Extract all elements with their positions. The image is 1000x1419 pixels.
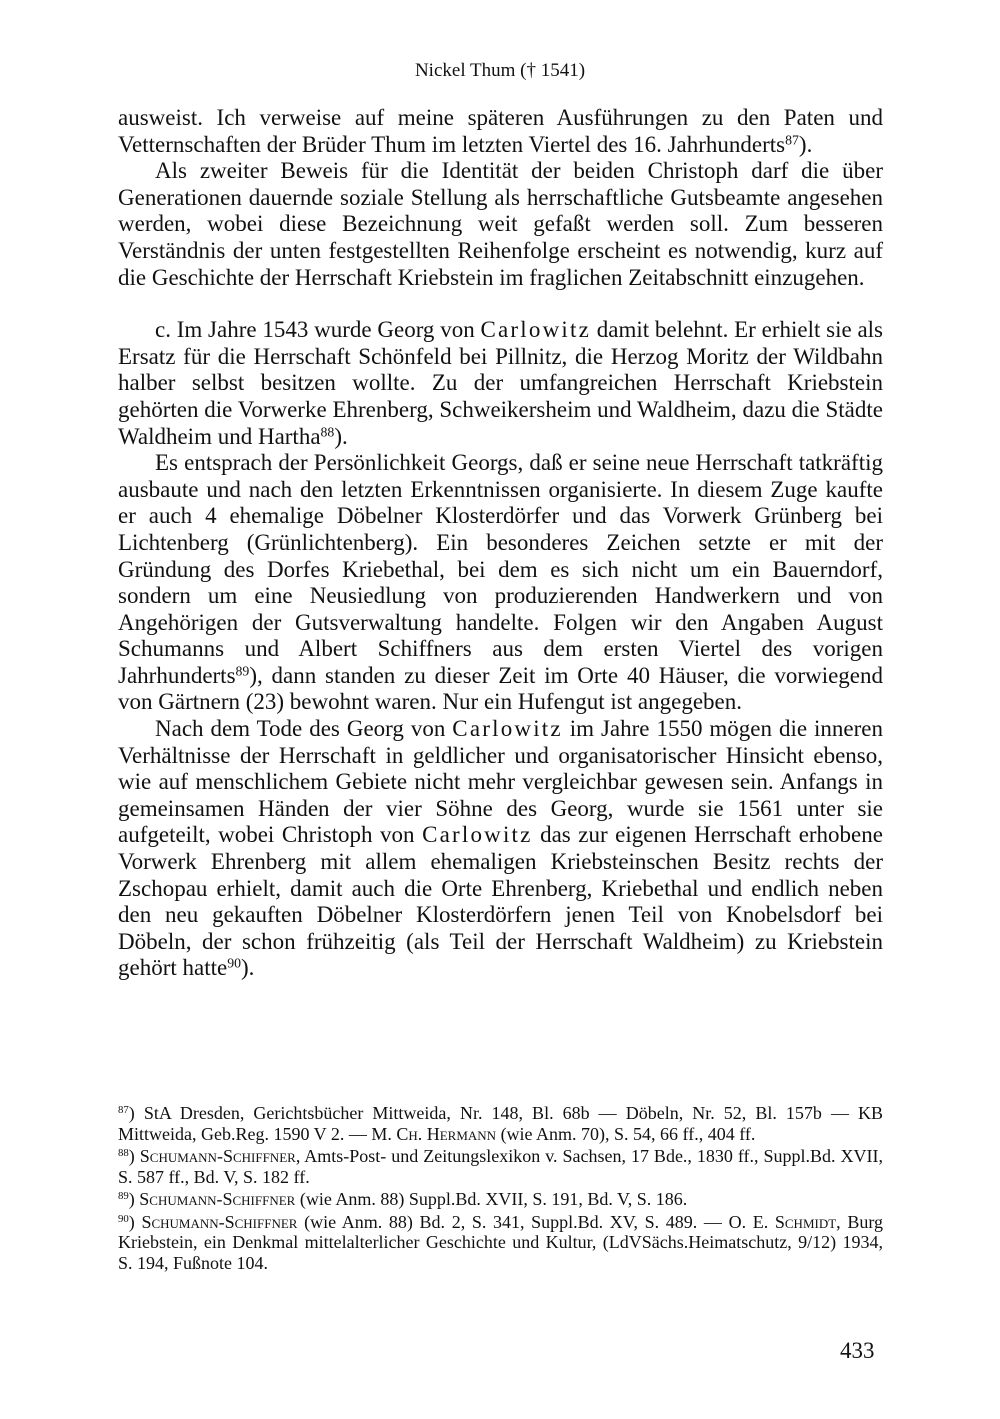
paragraph-5-text-b: im Jahre 1550 mögen die inneren Verhältnisse der Herrschaft in geldlicher und organisatorischer Hinsicht ebenso, wie auf menschlichem Gebiete nicht mehr vergleichbar gewesen sein. Anfangs in gemeinsamen Händen der vier Söhne des Georg, wurde sie 1561 unter sie aufgeteilt, wobei Christoph von — [118, 716, 883, 848]
paragraph-3 — [118, 317, 883, 450]
spaced-name: Carlowitz — [452, 716, 563, 742]
page-number: 433 — [840, 1338, 875, 1363]
footnote-90 — [118, 1212, 883, 1274]
footnote-text: ) — [128, 1189, 140, 1209]
paragraph-1-text: ausweist. Ich verweise auf meine späteren Ausführungen zu den Paten und Vetternschaften der Brüder Thum im letzten Viertel des 16. Jahrhunderts — [118, 105, 883, 157]
running-head: Nickel Thum († 1541) — [414, 60, 586, 81]
footnote-author: Schmidt — [774, 1211, 837, 1232]
spaced-name: Carlowitz — [422, 822, 533, 848]
footnote-ref-90: 90 — [227, 955, 242, 971]
main-text — [118, 105, 883, 982]
footnotes — [118, 1103, 883, 1275]
footnote-text: (wie Anm. 70), S. 54, 66 ff., 404 ff. — [496, 1123, 756, 1144]
paragraph-3-text-a: c. Im Jahre 1543 wurde Georg von — [155, 317, 481, 343]
footnote-number: 89 — [118, 1190, 129, 1203]
footnote-author: Ch. Hermann — [396, 1123, 497, 1144]
footnote-ref-87: 87 — [785, 132, 799, 148]
paragraph-4-text-b: ), dann standen zu dieser Zeit im Orte 40 Häuser, die vorwiegend von Gärtnern (23) bewohnt waren. Nur ein Hufengut ist angegeben. — [118, 662, 883, 715]
paragraph-2: Als zweiter Beweis für die Identität der beiden Christoph darf die über Generationen dauernde soziale Stellung als herrschaftliche Gutsbeamte angesehen werden, wobei diese Bezeichnung weit gefaßt werden soll. Zum besseren Verständnis der unten festgestellten Reihenfolge erscheint es notwendig, kurz auf die Geschichte der Herrschaft Kriebstein im fraglichen Zeitabschnitt einzugehen. — [118, 158, 883, 290]
footnote-text: (wie Anm. 88) Suppl.Bd. XVII, S. 191, Bd. V, S. 186. — [295, 1189, 688, 1209]
paragraph-5 — [118, 716, 883, 982]
paragraph-3-text-b: damit belehnt. Er erhielt sie als Ersatz für die Herrschaft Schönfeld bei Pillnitz, die Herzog Moritz der Wildbahn halber selbst besitzen wollte. Zu der umfangreichen Herrschaft Kriebstein gehörten die Vorwerke Ehrenberg, Schweikersheim und Waldheim, dazu die Städte Waldheim und Hartha — [118, 317, 883, 449]
paragraph-5-text-a: Nach dem Tode des Georg von — [155, 716, 453, 742]
footnote-number: 90 — [118, 1212, 129, 1225]
footnote-ref-88: 88 — [320, 423, 335, 439]
footnote-author: Schumann-Schiffner — [139, 1189, 296, 1209]
footnote-text: ) — [128, 1211, 142, 1232]
footnote-text: (wie Anm. 88) Bd. 2, S. 341, Suppl.Bd. XV, S. 489. — O. E. — [297, 1211, 775, 1232]
footnote-89 — [118, 1189, 883, 1210]
footnote-87 — [118, 1103, 883, 1144]
spaced-name: Carlowitz — [480, 317, 591, 343]
footnote-author: Schumann-Schiffner — [141, 1211, 298, 1232]
paragraph-5-tail: ). — [241, 955, 255, 981]
footnote-text: ) — [128, 1146, 140, 1166]
paragraph-1-tail: ). — [798, 131, 813, 157]
footnote-88 — [118, 1146, 883, 1187]
paragraph-3-tail: ). — [334, 423, 348, 449]
paragraph-5-text-c: das zur eigenen Herrschaft erhobene Vorwerk Ehrenberg mit allem ehemaligen Kriebsteinschen Besitz rechts der Zschopau erhielt, damit auch die Orte Ehrenberg, Kriebethal und endlich neben den neu gekauften Döbelner Klosterdörfern jenen Teil von Knobelsdorf bei Döbeln, der schon frühzeitig (als Teil der Herrschaft Waldheim) zu Kriebstein gehört hatte — [118, 822, 883, 981]
paragraph-4 — [118, 450, 883, 716]
paragraph-4-text-a: Es entsprach der Persönlichkeit Georgs, daß er seine neue Herrschaft tatkräftig ausbaute und nach den letzten Erkenntnissen organisierte. In diesem Zuge kaufte er auch 4 ehemalige Döbelner Klosterdörfer und das Vorwerk Grünberg bei Lichtenberg (Grünlichtenberg). Ein besonderes Zeichen setzte er mit der Gründung des Dorfes Kriebethal, bei dem es sich nicht um ein Bauerndorf, sondern um eine Neusiedlung von produzierenden Handwerkern und von Angehörigen der Gutsverwaltung handelte. Folgen wir den Angaben August Schumanns und Albert Schiffners aus dem ersten Viertel des vorigen Jahrhunderts — [118, 450, 883, 688]
footnote-text: ) StA Dresden, Gerichtsbücher Mittweida, Nr. 148, Bl. 68b — Döbeln, Nr. 52, Bl. 157b — KB Mittweida, Geb.Reg. 1590 V 2. — M. — [118, 1103, 883, 1144]
footnote-number: 87 — [118, 1104, 129, 1117]
footnote-author: Schumann-Schiffner — [139, 1146, 296, 1166]
paragraph-1 — [118, 105, 883, 158]
footnote-ref-89: 89 — [235, 663, 250, 679]
footnote-text: , Burg Kriebstein, ein Denkmal mittelalterlicher Geschichte und Kultur, (LdVSächs.Heimatschutz, 9/12) 1934, S. 194, Fußnote 104. — [118, 1211, 883, 1273]
footnote-number: 88 — [118, 1147, 129, 1160]
footnote-text: , Amts-Post- und Zeitungslexikon v. Sachsen, 17 Bde., 1830 ff., Suppl.Bd. XVII, S. 587 ff., Bd. V, S. 182 ff. — [118, 1146, 883, 1187]
